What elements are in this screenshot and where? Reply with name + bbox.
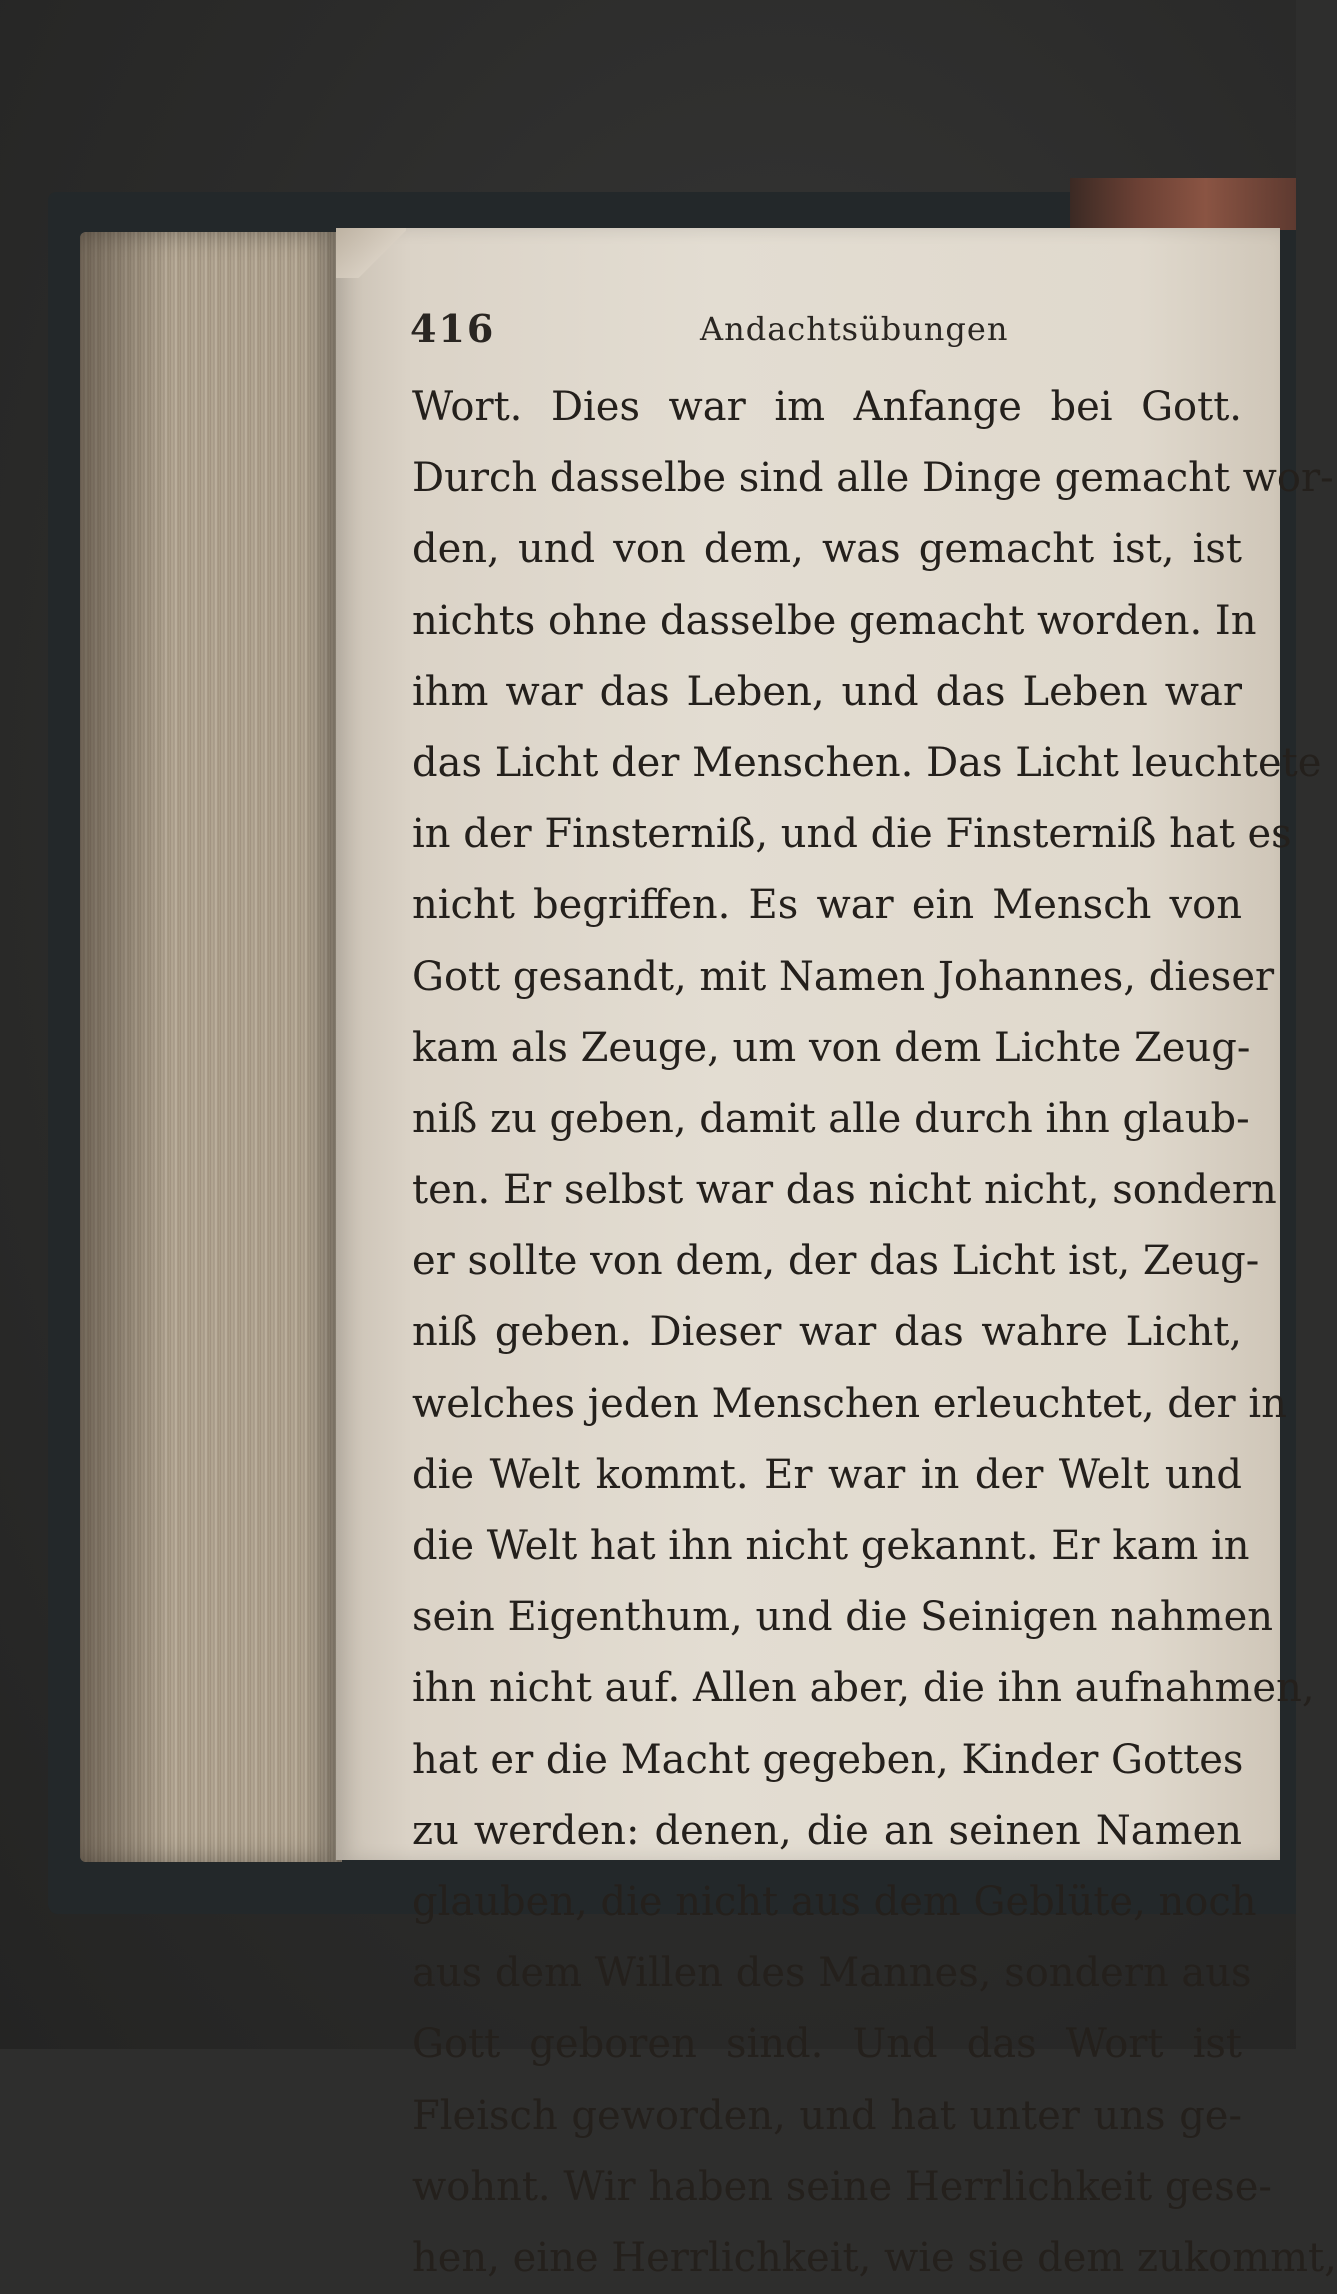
- page-header-title: Andachtsübungen: [700, 310, 1009, 348]
- text-line: in der Finsterniß, und die Finsterniß hat es: [412, 811, 1292, 858]
- text-line: hen, eine Herrlichkeit, wie sie dem zukommt,: [412, 2234, 1337, 2281]
- page-number: 416: [410, 306, 496, 351]
- text-line: den, und von dem, was gemacht ist, ist: [412, 526, 1242, 573]
- text-line: wohnt. Wir haben seine Herrlichkeit gese-: [412, 2163, 1272, 2210]
- text-line: ihm war das Leben, und das Leben war: [412, 668, 1242, 715]
- text-line: ihn nicht auf. Allen aber, die ihn aufnahmen,: [412, 1665, 1315, 1712]
- text-line: die Welt hat ihn nicht gekannt. Er kam in: [412, 1523, 1250, 1569]
- text-line: Durch dasselbe sind alle Dinge gemacht wor-: [412, 455, 1334, 502]
- text-line: hat er die Macht gegeben, Kinder Gottes: [412, 1736, 1244, 1783]
- text-line: nichts ohne dasselbe gemacht worden. In: [412, 597, 1257, 644]
- text-line: niß geben. Dieser war das wahre Licht,: [412, 1309, 1242, 1356]
- body-text: [412, 372, 1337, 2294]
- text-line: Wort. Dies war im Anfange bei Gott.: [412, 384, 1242, 430]
- page-corner-fold: [336, 228, 406, 278]
- text-line: er sollte von dem, der das Licht ist, Zeug-: [412, 1238, 1260, 1285]
- text-line: glauben, die nicht aus dem Geblüte, noch: [412, 1878, 1257, 1925]
- text-line: niß zu geben, damit alle durch ihn glaub-: [412, 1095, 1250, 1142]
- text-line: Fleisch geworden, und hat unter uns ge-: [412, 2092, 1242, 2139]
- text-line: Gott geboren sind. Und das Wort ist: [412, 2021, 1242, 2068]
- page-edges-shadow: [80, 232, 170, 1862]
- text-line: Gott gesandt, mit Namen Johannes, dieser: [412, 953, 1275, 1000]
- running-head: [410, 306, 1260, 356]
- text-line: nicht begriffen. Es war ein Mensch von: [412, 882, 1242, 929]
- text-line: die Welt kommt. Er war in der Welt und: [412, 1451, 1242, 1498]
- text-line: das Licht der Menschen. Das Licht leuchtete: [412, 739, 1322, 786]
- text-line: aus dem Willen des Mannes, sondern aus: [412, 1950, 1252, 1997]
- text-line: kam als Zeuge, um von dem Lichte Zeug-: [412, 1024, 1251, 1071]
- text-line: welches jeden Menschen erleuchtet, der in: [412, 1380, 1287, 1427]
- text-line: ten. Er selbst war das nicht nicht, sondern: [412, 1167, 1277, 1214]
- book-headband: [1070, 178, 1296, 230]
- text-line: zu werden: denen, die an seinen Namen: [412, 1807, 1242, 1854]
- text-line: sein Eigenthum, und die Seinigen nahmen: [412, 1594, 1273, 1641]
